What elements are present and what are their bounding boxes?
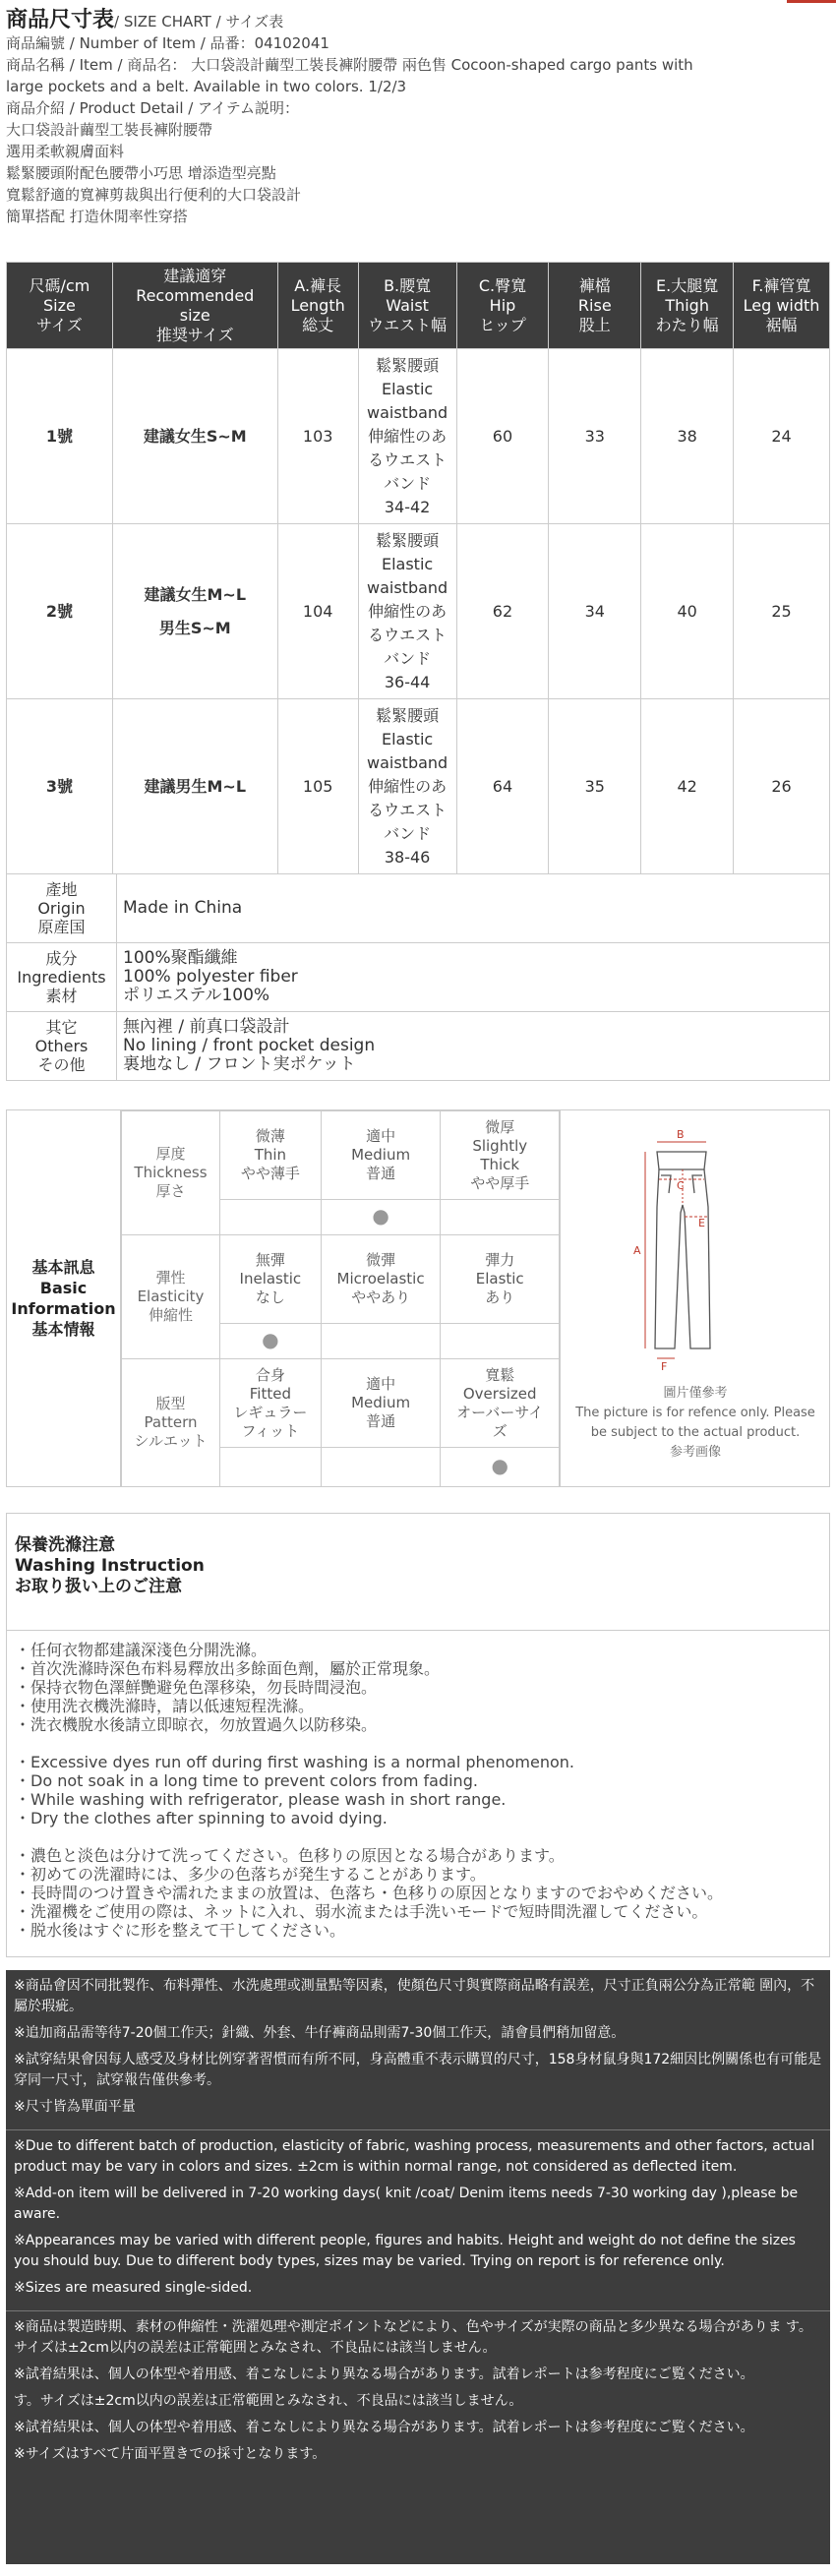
notes-ja (6, 2311, 830, 2477)
list-item: ・脱水後はすぐに形を整えて干してください。 (15, 1921, 346, 1940)
option-cell: 無彈 Inelastic なし (220, 1235, 322, 1324)
table-row (7, 349, 830, 524)
hip-cell: 62 (456, 524, 549, 699)
elasticity-row (122, 1235, 560, 1324)
header-waist: B.腰寬 Waist ウエスト幅 (358, 263, 456, 349)
info-table (6, 873, 830, 1081)
header-line: 商品名稱 / Item / 商品名： 大口袋設計繭型工裝長褲附腰帶 兩色售 Cocoon-shaped cargo pants with (6, 56, 693, 74)
indicator-cell (321, 1448, 441, 1487)
header-thigh: E.大腿寬 Thigh わたり幅 (641, 263, 734, 349)
waist-cell: 鬆緊腰頭 Elastic waistband 伸縮性のあ るウエスト バンド 34-42 (358, 349, 456, 524)
info-key: 其它 Others その他 (7, 1012, 117, 1081)
info-value: 無內裡 / 前真口袋設計 No lining / front pocket design 裏地なし / フロント実ポケット (117, 1012, 830, 1081)
notes-zh (6, 1970, 830, 2130)
indicator-cell (441, 1448, 560, 1487)
indicator-cell (220, 1324, 322, 1359)
header-line: 大口袋設計繭型工裝長褲附腰帶 (6, 121, 213, 139)
info-value: Made in China (117, 874, 830, 943)
thigh-cell: 40 (641, 524, 734, 699)
indicator-cell (441, 1324, 560, 1359)
notes-section (6, 1970, 830, 2564)
header-length: A.褲長 Length 総丈 (277, 263, 358, 349)
attribute-label: 厚度 Thickness 厚さ (122, 1111, 220, 1235)
basic-info-label: 基本訊息 Basic Information 基本情報 (7, 1110, 121, 1486)
header-line: large pockets and a belt. Available in two colors. 1/2/3 (6, 78, 407, 95)
option-cell: 寬鬆 Oversized オーバーサイ ズ (441, 1359, 560, 1448)
pants-sketch-icon (561, 1110, 830, 1376)
note-item: ※試穿結果會因每人感受及身材比例穿著習慣而有所不同，身高體重不表示購買的尺寸，158身材鼠身與172細因比例關係也有可能是穿同一尺寸，試穿報告僅供參考。 (14, 2052, 822, 2088)
list-item: ・初めての洗濯時には、多少の色落ちが発生することがあります。 (15, 1865, 486, 1884)
label-c: C (677, 1179, 685, 1192)
hip-cell: 64 (456, 699, 549, 874)
indicator-cell (220, 1200, 322, 1235)
diagram-caption: 圖片僅參考 The picture is for refence only. Please be subject to the actual product. 参考画像 (575, 1386, 815, 1460)
label-b: B (677, 1128, 685, 1141)
note-item: ※Sizes are measured single-sided. (14, 2280, 253, 2296)
header-line: 簡單搭配 打造休閒率性穿搭 (6, 208, 188, 225)
length-cell: 103 (277, 349, 358, 524)
recommended-cell: 建議女生S~M (112, 349, 277, 524)
option-cell: 適中 Medium 普通 (321, 1111, 441, 1200)
page-title: 商品尺寸表/ SIZE CHART / サイズ表 (6, 8, 284, 32)
size-table-header (7, 263, 830, 349)
header-line: 商品介紹 / Product Detail / アイテム説明： (6, 99, 299, 117)
washing-title: 保養洗滌注意 (15, 1535, 115, 1555)
length-cell: 104 (277, 524, 358, 699)
list-item: ・While washing with refrigerator, please wash in short range. (15, 1790, 507, 1809)
info-key: 成分 Ingredients 素材 (7, 943, 117, 1012)
basic-info-section (6, 1109, 830, 1487)
list-item: ・洗濯機をご使用の際は、ネットに入れ、弱水流または手洗いモードで短時間洗濯してください。 (15, 1902, 708, 1921)
header-hip: C.臀寬 Hip ヒップ (456, 263, 549, 349)
washing-instructions (6, 1631, 830, 1957)
note-item: ※Due to different batch of production, elasticity of fabric, washing process, measurements and other factors, actual product may be vary in colors and sizes. ±2cm is within normal range, not considered as deflected item. (14, 2138, 815, 2175)
washing-title: お取り扱い上のご注意 (15, 1577, 182, 1596)
indicator-cell (220, 1448, 322, 1487)
attribute-grid (121, 1110, 560, 1487)
hip-cell: 60 (456, 349, 549, 524)
label-e: E (698, 1217, 705, 1229)
list-item: ・任何衣物都建議深淺色分開洗滌。 (15, 1641, 268, 1659)
header-rise: 褲檔 Rise 股上 (549, 263, 641, 349)
indicator-cell (321, 1200, 441, 1235)
leg-cell: 26 (734, 699, 830, 874)
attribute-label: 彈性 Elasticity 伸縮性 (122, 1235, 220, 1359)
selected-dot: ● (262, 1328, 279, 1351)
note-item: ※サイズはすべて片面平置きでの採寸となります。 (14, 2446, 327, 2462)
list-item: ・使用洗衣機洗滌時，請以低速短程洗滌。 (15, 1697, 315, 1715)
label-f: F (661, 1360, 668, 1373)
leg-cell: 25 (734, 524, 830, 699)
note-item: ※追加商品需等待7-20個工作天；針織、外套、牛仔褲商品則需7-30個工作天，請會員們稍加留意。 (14, 2025, 626, 2041)
option-cell: 適中 Medium 普通 (321, 1359, 441, 1448)
waist-cell: 鬆緊腰頭 Elastic waistband 伸縮性のあ るウエスト バンド 36-44 (358, 524, 456, 699)
list-item: ・長時間のつけ置きや濡れたままの放置は、色落ち・色移りの原因となりますのでおやめください。 (15, 1884, 724, 1902)
list-item: ・Do not soak in a long time to prevent colors from fading. (15, 1771, 478, 1790)
label-a: A (633, 1244, 641, 1257)
thigh-cell: 42 (641, 699, 734, 874)
option-cell: 微彈 Microelastic ややあり (321, 1235, 441, 1324)
waist-cell: 鬆緊腰頭 Elastic waistband 伸縮性のあ るウエスト バンド 38-46 (358, 699, 456, 874)
list-item: ・Dry the clothes after spinning to avoid dying. (15, 1809, 388, 1827)
info-row-ingredients (7, 943, 830, 1012)
option-cell: 微厚 Slightly Thick やや厚手 (441, 1111, 560, 1200)
rise-cell: 35 (549, 699, 641, 874)
notes-en (6, 2130, 830, 2311)
list-item: ・濃色と淡色は分けて洗ってください。色移りの原因となる場合があります。 (15, 1846, 565, 1865)
info-row-others (7, 1012, 830, 1081)
table-row (7, 699, 830, 874)
size-cell: 1號 (7, 349, 113, 524)
note-item: ※商品會因不同批製作、布料彈性、水洗處理或測量點等因素，使顏色尺寸與實際商品略有誤差，尺寸正負兩公分為正常範 圍內，不屬於瑕疵。 (14, 1978, 815, 2014)
note-item: ※尺寸皆為單面平量 (14, 2099, 136, 2115)
top-accent-line (787, 0, 836, 3)
note-item: ※試着結果は、個人の体型や着用感、着こなしにより異なる場合があります。試着レポートは参考程度にご覧ください。 (14, 2366, 754, 2382)
attribute-label: 版型 Pattern シルエット (122, 1359, 220, 1487)
product-header (6, 10, 830, 227)
info-row-origin (7, 874, 830, 943)
option-cell: 彈力 Elastic あり (441, 1235, 560, 1324)
rise-cell: 33 (549, 349, 641, 524)
size-table (6, 262, 830, 874)
header-size: 尺碼/cm Size サイズ (7, 263, 113, 349)
washing-title: Washing Instruction (15, 1556, 205, 1576)
pants-diagram (560, 1110, 829, 1486)
table-row (7, 524, 830, 699)
indicator-cell (321, 1324, 441, 1359)
recommended-cell: 建議男生M~L (112, 699, 277, 874)
size-cell: 2號 (7, 524, 113, 699)
indicator-cell (441, 1200, 560, 1235)
option-cell: 合身 Fitted レギュラー フィット (220, 1359, 322, 1448)
header-recommended: 建議適穿 Recommended size 推奨サイズ (112, 263, 277, 349)
note-item: す。サイズは±2cm以内の誤差は正常範囲とみなされ、不良品には該当しません。 (14, 2393, 523, 2409)
selected-dot: ● (372, 1204, 389, 1228)
length-cell: 105 (277, 699, 358, 874)
header-line: 寬鬆舒適的寬褲剪裁與出行便利的大口袋設計 (6, 186, 302, 204)
note-item: ※Add-on item will be delivered in 7-20 working days( knit /coat/ Denim items needs 7-30 working day ),please be aware. (14, 2186, 799, 2222)
note-item: ※Appearances may be varied with different people, figures and habits. Height and weight do not define the sizes you should buy. Due to different body types, sizes may be varied. Trying on report is for reference only. (14, 2233, 796, 2269)
note-item: ※試着結果は、個人の体型や着用感、着こなしにより異なる場合があります。試着レポートは参考程度にご覧ください。 (14, 2420, 754, 2435)
recommended-cell: 建議女生M~L 男生S~M (112, 524, 277, 699)
option-cell: 微薄 Thin やや薄手 (220, 1111, 322, 1200)
info-key: 產地 Origin 原産国 (7, 874, 117, 943)
header-line: 鬆緊腰頭附配色腰帶小巧思 增添造型亮點 (6, 164, 276, 182)
header-leg-width: F.褲管寬 Leg width 裾幅 (734, 263, 830, 349)
list-item: ・洗衣機脫水後請立即晾衣，勿放置過久以防移染。 (15, 1715, 378, 1734)
header-line: 商品編號 / Number of Item / 品番：04102041 (6, 34, 329, 52)
selected-dot: ● (491, 1454, 508, 1477)
thickness-row (122, 1111, 560, 1200)
thigh-cell: 38 (641, 349, 734, 524)
rise-cell: 34 (549, 524, 641, 699)
header-line: 選用柔軟親膚面料 (6, 143, 125, 160)
note-item: ※商品は製造時期、素材の伸縮性・洗濯処理や測定ポイントなどにより、色やサイズが実際の商品と多少異なる場合がありま す。サイズは±2cm以内の誤差は正常範囲とみなされ、不良品には該当しません。 (14, 2319, 812, 2356)
size-cell: 3號 (7, 699, 113, 874)
list-item: ・Excessive dyes run off during first washing is a normal phenomenon. (15, 1753, 574, 1771)
list-item: ・首次洗滌時深色布料易釋放出多餘面色劑，屬於正常現象。 (15, 1659, 441, 1678)
pattern-row (122, 1359, 560, 1448)
list-item: ・保持衣物色澤鮮艷避免色澤移染，勿長時間浸泡。 (15, 1678, 378, 1697)
leg-cell: 24 (734, 349, 830, 524)
info-value: 100%聚酯纖維 100% polyester fiber ポリエステル100% (117, 943, 830, 1012)
washing-title-box (6, 1513, 830, 1631)
